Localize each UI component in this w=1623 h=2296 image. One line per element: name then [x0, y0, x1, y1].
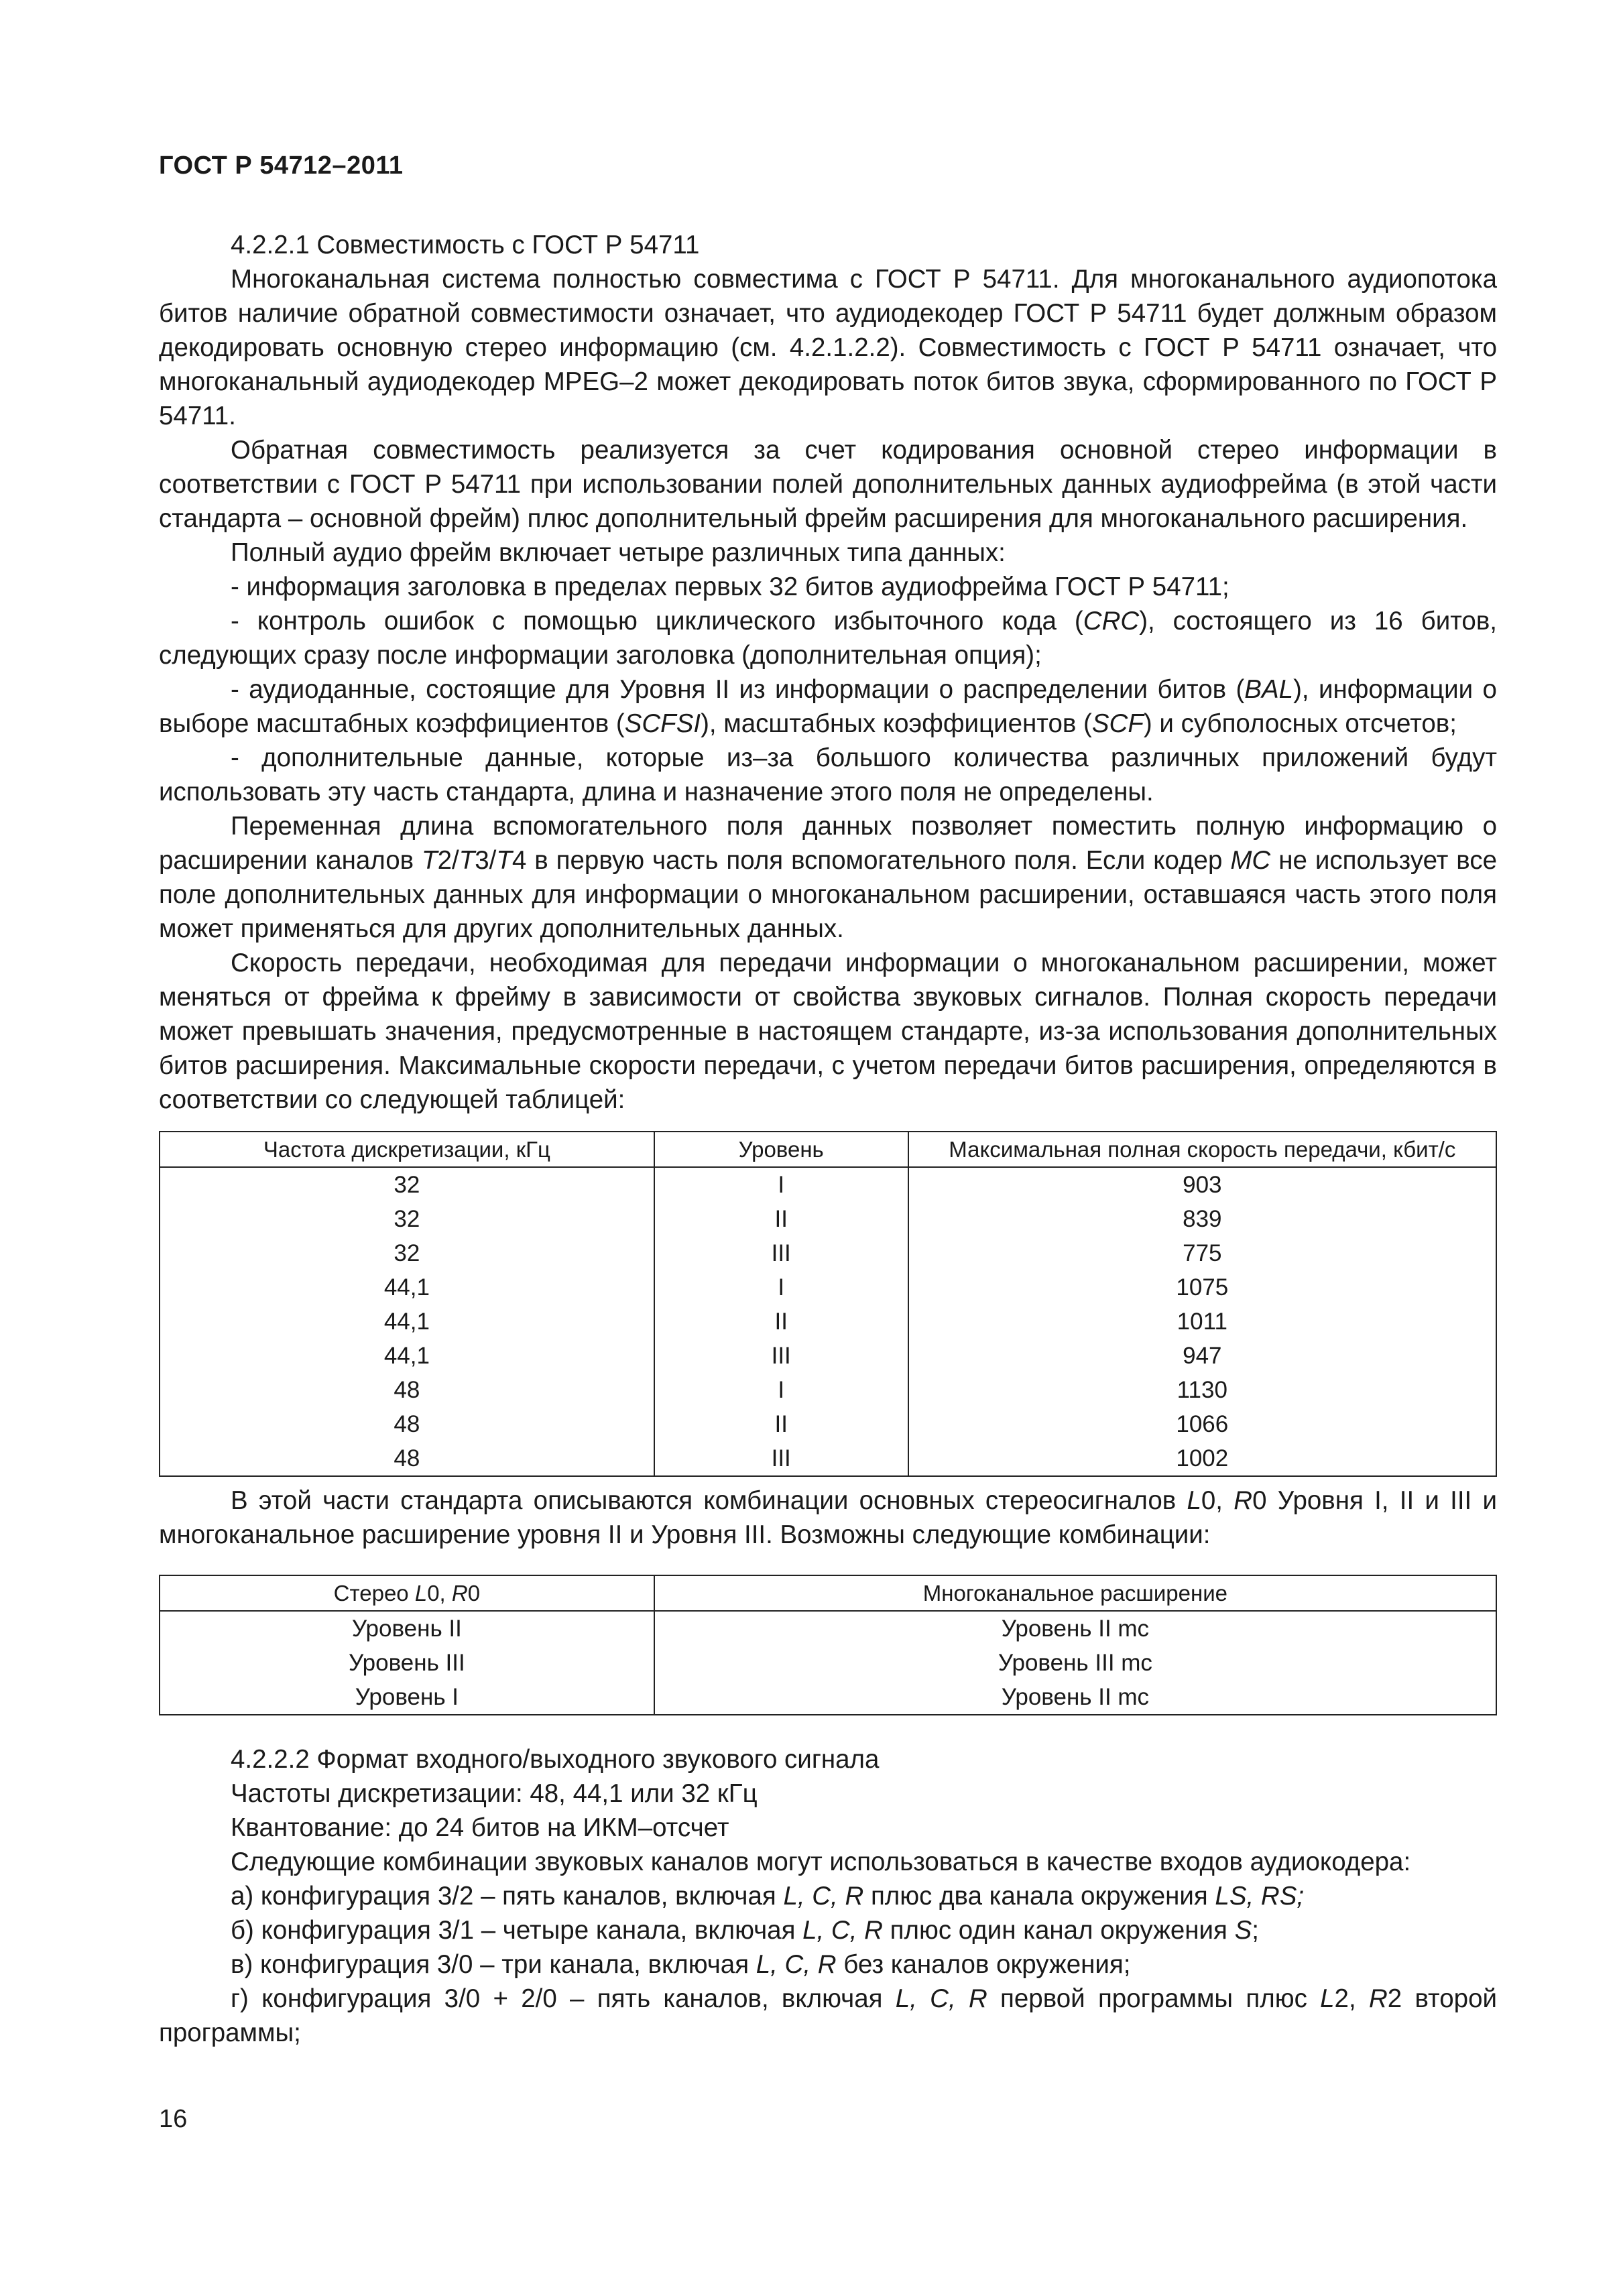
section-title-4-2-2-2: 4.2.2.2 Формат входного/выходного звукового сигнала: [231, 1745, 880, 1774]
table-cell: 947: [908, 1339, 1496, 1373]
list-item-crc: - контроль ошибок с помощью циклического избыточного кода (CRC), состоящего из 16 битов, следующих сразу после информации заголовка (дополнительная опция);: [159, 607, 1497, 670]
paragraph-variable-length: Переменная длина вспомогательного поля данных позволяет поместить полную информацию о расширении каналов T2/T3/T4 в первую часть поля вспомогательного поля. Если кодер MC не использует все поле дополнительных данных для информации о многоканальном расширении, оставшаяся часть этого поля может применяться для других дополнительных данных.: [159, 812, 1497, 943]
table-cell: II: [654, 1407, 908, 1441]
table-cell: 1011: [908, 1305, 1496, 1339]
table-cell: Уровень II: [160, 1611, 654, 1646]
table-row: [160, 1270, 1496, 1305]
table-cell: III: [654, 1441, 908, 1476]
table-cell: 48: [160, 1441, 654, 1476]
table-cell: Уровень II mc: [654, 1611, 1496, 1646]
paragraph-compatibility: Многоканальная система полностью совместима с ГОСТ Р 54711. Для многоканального аудиопотока битов наличие обратной совместимости означает, что аудиодекодер ГОСТ Р 54711 будет должным образом декодировать основную стерео информацию (см. 4.2.1.2.2). Совместимость с ГОСТ Р 54711 означает, что многоканальный аудиодекодер MPEG–2 может декодировать поток битов звука, сформированного по ГОСТ Р 54711.: [159, 265, 1497, 430]
paragraph-backward-compat: Обратная совместимость реализуется за счет кодирования основной стерео информации в соответствии с ГОСТ Р 54711 при использовании полей дополнительных данных аудиофрейма (в этой части стандарта – основной фрейм) плюс дополнительный фрейм расширения для многоканального расширения.: [159, 436, 1497, 533]
table-cell: I: [654, 1167, 908, 1202]
table-row: [160, 1680, 1496, 1715]
document-body: [159, 228, 1497, 2050]
table-cell: 775: [908, 1236, 1496, 1270]
table-cell: 48: [160, 1407, 654, 1441]
table-cell: 44,1: [160, 1305, 654, 1339]
table-row: [160, 1441, 1496, 1476]
table-row: [160, 1236, 1496, 1270]
table-row: [160, 1167, 1496, 1202]
table-cell: 1075: [908, 1270, 1496, 1305]
table-cell: 44,1: [160, 1339, 654, 1373]
paragraph-bitrate: Скорость передачи, необходимая для передачи информации о многоканальном расширении, может меняться от фрейма к фрейму в зависимости от свойства звуковых сигналов. Полная скорость передачи может превышать значения, предусмотренные в настоящем стандарте, из-за использования дополнительных битов расширения. Максимальные скорости передачи, с учетом передачи битов расширения, определяются в соответствии со следующей таблицей:: [159, 949, 1497, 1114]
document-header: ГОСТ Р 54712–2011: [159, 152, 404, 180]
table-cell: 1066: [908, 1407, 1496, 1441]
table-cell: 32: [160, 1236, 654, 1270]
table-cell: Уровень II mc: [654, 1680, 1496, 1715]
table-cell: II: [654, 1202, 908, 1236]
column-header-sampling-rate: Частота дискретизации, кГц: [160, 1132, 654, 1167]
config-item-c: в) конфигурация 3/0 – три канала, включая L, C, R без каналов окружения;: [231, 1950, 1131, 1979]
table-cell: 32: [160, 1167, 654, 1202]
list-item-ancillary-data: - дополнительные данные, которые из–за большого количества различных приложений будут использовать эту часть стандарта, длина и назначение этого поля не определены.: [159, 743, 1497, 806]
table-cell: III: [654, 1236, 908, 1270]
table-cell: 839: [908, 1202, 1496, 1236]
column-header-multichannel: Многоканальное расширение: [654, 1575, 1496, 1611]
table-header-row: [160, 1132, 1496, 1167]
table-row: [160, 1407, 1496, 1441]
page-number: 16: [159, 2105, 188, 2133]
table-row: [160, 1339, 1496, 1373]
table-cell: 44,1: [160, 1270, 654, 1305]
table-cell: Уровень III mc: [654, 1646, 1496, 1680]
config-item-a: а) конфигурация 3/2 – пять каналов, включая L, C, R плюс два канала окружения LS, RS;: [231, 1882, 1305, 1911]
table-cell: Уровень III: [160, 1646, 654, 1680]
config-item-b: б) конфигурация 3/1 – четыре канала, включая L, C, R плюс один канал окружения S;: [231, 1916, 1259, 1945]
table-row: [160, 1305, 1496, 1339]
column-header-max-bitrate: Максимальная полная скорость передачи, кбит/с: [908, 1132, 1496, 1167]
table-cell: 903: [908, 1167, 1496, 1202]
table-row: [160, 1646, 1496, 1680]
table-header-row: [160, 1575, 1496, 1611]
channel-combinations-line: Следующие комбинации звуковых каналов могут использоваться в качестве входов аудиокодера:: [231, 1848, 1411, 1876]
table-cell: 32: [160, 1202, 654, 1236]
table-cell: II: [654, 1305, 908, 1339]
table-cell: 1130: [908, 1373, 1496, 1407]
config-item-d: г) конфигурация 3/0 + 2/0 – пять каналов, включая L, C, R первой программы плюс L2, R2 второй программы;: [159, 1984, 1497, 2047]
table-cell: III: [654, 1339, 908, 1373]
table-cell: I: [654, 1373, 908, 1407]
combinations-table: [159, 1575, 1497, 1715]
paragraph-frame-types: Полный аудио фрейм включает четыре различных типа данных:: [231, 538, 1006, 567]
sampling-rates-line: Частоты дискретизации: 48, 44,1 или 32 кГц: [231, 1779, 758, 1808]
list-item-audio-data: - аудиоданные, состоящие для Уровня II из информации о распределении битов (BAL), информации о выборе масштабных коэффициентов (SCFSI), масштабных коэффициентов (SCF) и субполосных отсчетов;: [159, 675, 1497, 738]
column-header-layer: Уровень: [654, 1132, 908, 1167]
table-row: [160, 1611, 1496, 1646]
quantization-line: Квантование: до 24 битов на ИКМ–отсчет: [231, 1813, 729, 1842]
table-row: [160, 1202, 1496, 1236]
table-row: [160, 1373, 1496, 1407]
section-title-4-2-2-1: 4.2.2.1 Совместимость с ГОСТ Р 54711: [231, 231, 700, 259]
paragraph-combinations: В этой части стандарта описываются комбинации основных стереосигналов L0, R0 Уровня I, II и III и многоканальное расширение уровня II и Уровня III. Возможны следующие комбинации:: [159, 1486, 1498, 1549]
table-cell: 48: [160, 1373, 654, 1407]
bitrate-table: [159, 1131, 1497, 1477]
list-item-header-info: - информация заголовка в пределах первых 32 битов аудиофрейма ГОСТ Р 54711;: [231, 572, 1229, 601]
table-cell: Уровень I: [160, 1680, 654, 1715]
table-cell: I: [654, 1270, 908, 1305]
table-cell: 1002: [908, 1441, 1496, 1476]
column-header-stereo: Стерео L0, R0: [160, 1575, 654, 1611]
